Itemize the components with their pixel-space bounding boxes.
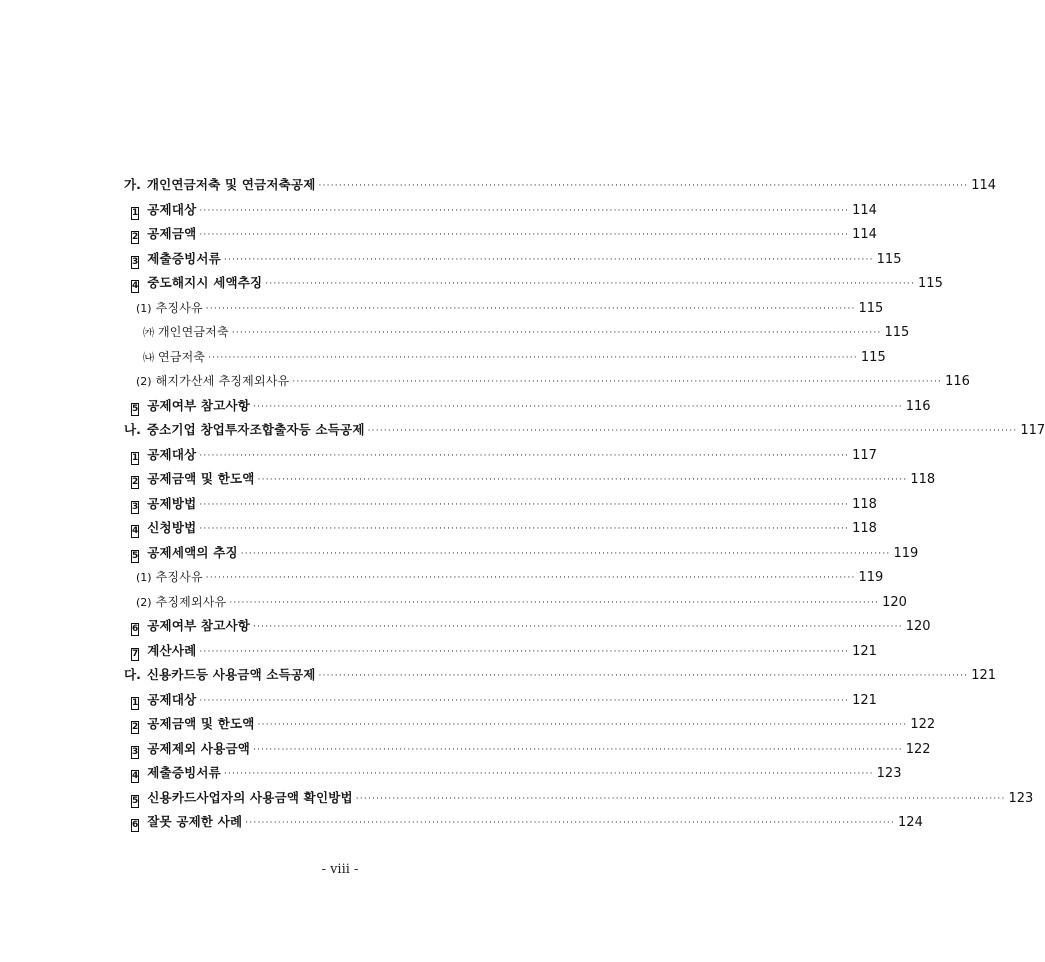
- dot-leader: ································································································································································: [240, 548, 891, 559]
- section-marker: (2): [136, 595, 152, 609]
- numbered-box-marker: 4: [132, 526, 139, 536]
- numbered-box-marker: 5: [132, 795, 139, 806]
- dot-leader: ································································································································································: [355, 793, 1006, 804]
- section-marker: 다.: [124, 667, 141, 682]
- toc-entry-title: 신청방법: [147, 520, 197, 535]
- dot-leader: ································································································································································: [205, 573, 856, 583]
- toc-page-number: 119: [893, 545, 919, 561]
- toc-page-number: 114: [852, 202, 877, 218]
- toc-entry[interactable]: [124, 271, 943, 296]
- toc-entry-title: 공제금액: [147, 226, 197, 241]
- toc-entry[interactable]: [124, 296, 884, 321]
- numbered-box-marker: 3: [132, 256, 139, 267]
- toc-entry-title: 공제제외 사용금액: [147, 740, 251, 756]
- section-marker: (1): [136, 301, 152, 315]
- toc-entry[interactable]: [124, 198, 877, 223]
- dot-leader: ································································································································································: [199, 524, 850, 534]
- toc-entry-title: 제출증빙서류: [147, 250, 221, 266]
- toc-page-number: 116: [945, 374, 970, 389]
- toc-page-number: 123: [876, 766, 902, 781]
- section-marker: ㈎: [143, 326, 154, 339]
- numbered-box-marker: 2: [132, 722, 139, 732]
- toc-page-number: 122: [905, 741, 931, 757]
- toc-entry[interactable]: [124, 492, 877, 517]
- dot-leader: ································································································································································: [318, 181, 969, 191]
- toc-entry-title: 공제대상: [147, 691, 197, 707]
- dot-leader: ································································································································································: [265, 279, 916, 289]
- dot-leader: ································································································································································: [257, 475, 908, 485]
- toc-entry[interactable]: [124, 222, 877, 247]
- dot-leader: ································································································································································: [231, 328, 882, 338]
- toc-page-number: 120: [882, 594, 907, 610]
- numbered-box-marker: 3: [132, 746, 139, 757]
- numbered-box-marker: 4: [132, 771, 139, 781]
- dot-leader: ································································································································································: [199, 695, 850, 706]
- toc-entry-title: 공제방법: [147, 495, 197, 511]
- toc-entry-title: 해지가산세 추징제외사유: [155, 374, 290, 388]
- dot-leader: ································································································································································: [199, 499, 850, 510]
- toc-page-number: 120: [905, 619, 931, 634]
- toc-entry-title: 중소기업 창업투자조합출자등 소득공제: [146, 422, 365, 437]
- dot-leader: ································································································································································: [257, 720, 908, 730]
- toc-entry-title: 공제여부 참고사항: [147, 397, 251, 413]
- toc-entry-title: 제출증빙서류: [147, 765, 221, 780]
- dot-leader: ································································································································································: [208, 352, 858, 363]
- toc-page-number: 118: [852, 496, 877, 512]
- dot-leader: ································································································································································: [199, 646, 850, 657]
- toc-entry-title: 신용카드등 사용금액 소득공제: [146, 667, 316, 682]
- toc-page-number: 115: [876, 251, 902, 267]
- toc-page-number: 118: [852, 521, 877, 536]
- toc-entry[interactable]: [124, 320, 910, 345]
- toc-entry[interactable]: [124, 761, 902, 786]
- toc-entry-title: 개인연금저축: [158, 325, 229, 339]
- toc-page-number: 118: [910, 472, 936, 487]
- dot-leader: ································································································································································: [253, 744, 903, 755]
- dot-leader: ································································································································································: [229, 597, 880, 608]
- dot-leader: ································································································································································: [245, 818, 896, 828]
- toc-page-number: 115: [918, 276, 943, 291]
- numbered-box-marker: 5: [132, 550, 139, 561]
- toc-entry[interactable]: [124, 786, 1034, 811]
- numbered-box-marker: 3: [132, 501, 139, 512]
- toc-entry-title: 추징사유: [155, 570, 203, 584]
- toc-entry-title: 추징제외사유: [155, 594, 227, 609]
- numbered-box-marker: 1: [132, 452, 139, 463]
- toc-entry-title: 추징사유: [155, 300, 203, 315]
- toc-entry-title: 공제세액의 추징: [147, 544, 238, 560]
- toc-entry-title: 공제대상: [147, 446, 197, 462]
- toc-entry[interactable]: [124, 418, 1045, 443]
- numbered-box-marker: 7: [132, 648, 139, 659]
- dot-leader: ································································································································································: [223, 769, 874, 779]
- dot-leader: ································································································································································: [292, 377, 943, 387]
- toc-entry[interactable]: [124, 810, 923, 835]
- dot-leader: ································································································································································: [318, 671, 969, 681]
- toc-page-number: 117: [1020, 423, 1045, 438]
- toc-page-number: 116: [905, 398, 931, 414]
- numbered-box-marker: 2: [132, 232, 139, 242]
- toc-entry[interactable]: [124, 712, 936, 737]
- section-marker: (2): [136, 375, 152, 388]
- toc-page-number: 122: [910, 717, 936, 732]
- toc-entry[interactable]: [124, 443, 877, 468]
- toc-page-number: 121: [852, 643, 877, 659]
- section-marker: (1): [136, 571, 152, 584]
- toc-page-number: 115: [860, 349, 886, 365]
- page-number: - viii -: [321, 862, 359, 877]
- dot-leader: ································································································································································: [199, 450, 850, 461]
- toc-entry[interactable]: [124, 516, 877, 541]
- toc-page-number: 114: [971, 178, 997, 193]
- toc-page-number: 114: [852, 227, 877, 242]
- section-marker: ㈏: [143, 350, 154, 364]
- toc-page-number: 121: [852, 692, 877, 708]
- toc-entry[interactable]: [124, 173, 997, 198]
- numbered-box-marker: 5: [132, 403, 139, 414]
- toc-page-number: 115: [858, 300, 884, 316]
- toc-entry[interactable]: [124, 688, 877, 713]
- numbered-box-marker: 6: [132, 624, 139, 634]
- toc-entry[interactable]: [124, 737, 931, 762]
- toc-page-number: 124: [898, 815, 923, 830]
- toc-entry[interactable]: [124, 614, 931, 639]
- toc-entry-title: 잘못 공제한 사례: [147, 814, 243, 829]
- toc-entry[interactable]: [124, 541, 919, 566]
- dot-leader: ································································································································································: [199, 205, 850, 216]
- dot-leader: ································································································································································: [253, 622, 903, 632]
- toc-entry-title: 개인연금저축 및 연금저축공제: [146, 177, 316, 192]
- toc-entry[interactable]: [124, 345, 886, 370]
- toc-entry-title: 공제여부 참고사항: [147, 618, 251, 633]
- dot-leader: ································································································································································: [223, 254, 874, 265]
- section-marker: 나.: [124, 422, 141, 437]
- toc-page-number: 117: [852, 447, 877, 463]
- numbered-box-marker: 6: [132, 820, 139, 830]
- toc-entry[interactable]: [124, 467, 936, 492]
- dot-leader: ································································································································································: [253, 401, 903, 412]
- numbered-box-marker: 4: [132, 281, 139, 291]
- toc-entry[interactable]: [124, 639, 877, 664]
- toc-page-number: 121: [971, 668, 997, 683]
- toc-entry-title: 공제대상: [147, 201, 197, 217]
- toc-page-number: 119: [858, 570, 884, 585]
- toc-entry-title: 연금저축: [158, 349, 206, 364]
- toc-entry-title: 중도해지시 세액추징: [147, 275, 263, 290]
- toc-entry[interactable]: [124, 394, 931, 419]
- dot-leader: ································································································································································: [205, 303, 856, 314]
- toc-entry-title: 계산사례: [147, 642, 197, 658]
- toc-entry-title: 공제금액 및 한도액: [147, 716, 255, 731]
- numbered-box-marker: 1: [132, 207, 139, 218]
- toc-entry[interactable]: [124, 369, 970, 394]
- toc-entry-title: 공제금액 및 한도액: [147, 471, 255, 486]
- toc-entry[interactable]: [124, 565, 884, 590]
- dot-leader: ································································································································································: [199, 230, 850, 240]
- toc-entry[interactable]: [124, 663, 997, 688]
- section-marker: 가.: [124, 177, 141, 192]
- toc-entry-title: 신용카드사업자의 사용금액 확인방법: [147, 789, 353, 805]
- numbered-box-marker: 2: [132, 477, 139, 487]
- toc-page-number: 123: [1008, 790, 1034, 806]
- toc-page-number: 115: [884, 325, 910, 340]
- numbered-box-marker: 1: [132, 697, 139, 708]
- toc-entry[interactable]: [124, 590, 907, 615]
- toc-entry[interactable]: [124, 247, 902, 272]
- table-of-contents: [124, 173, 1045, 835]
- dot-leader: ································································································································································: [367, 426, 1018, 436]
